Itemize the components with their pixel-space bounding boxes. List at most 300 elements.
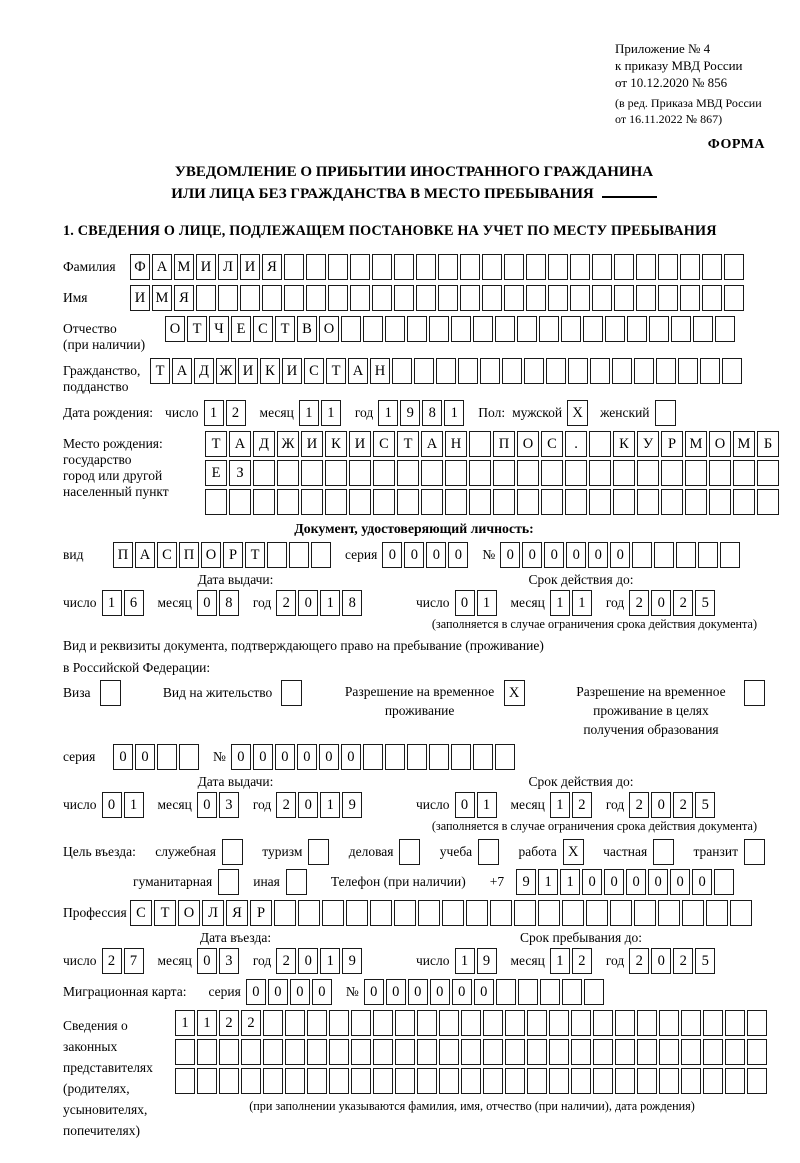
char-cell[interactable] xyxy=(407,744,427,770)
char-cell[interactable] xyxy=(724,254,744,280)
char-cell[interactable] xyxy=(329,1039,349,1065)
char-cell[interactable] xyxy=(451,744,471,770)
char-cell[interactable]: 1 xyxy=(538,869,558,895)
char-cell[interactable]: 9 xyxy=(477,948,497,974)
char-cell[interactable]: Р xyxy=(661,431,683,457)
char-cell[interactable] xyxy=(504,285,524,311)
char-cell[interactable] xyxy=(493,460,515,486)
char-cell[interactable]: С xyxy=(304,358,324,384)
char-cell[interactable] xyxy=(322,900,344,926)
char-cell[interactable]: Ж xyxy=(216,358,236,384)
char-cell[interactable] xyxy=(458,358,478,384)
char-cell[interactable]: 0 xyxy=(268,979,288,1005)
char-cell[interactable] xyxy=(590,358,610,384)
char-cell[interactable]: Т xyxy=(245,542,265,568)
char-cell[interactable]: 9 xyxy=(342,948,362,974)
char-cell[interactable]: 0 xyxy=(298,792,318,818)
char-cell[interactable]: 1 xyxy=(550,792,570,818)
char-cell[interactable]: Е xyxy=(231,316,251,342)
char-cell[interactable] xyxy=(703,1010,723,1036)
char-cell[interactable]: 0 xyxy=(290,979,310,1005)
char-cell[interactable]: 0 xyxy=(651,792,671,818)
char-cell[interactable] xyxy=(524,358,544,384)
char-cell[interactable] xyxy=(747,1039,767,1065)
char-cell[interactable] xyxy=(709,489,731,515)
char-cell[interactable] xyxy=(636,254,656,280)
char-cell[interactable]: 1 xyxy=(102,590,122,616)
char-cell[interactable] xyxy=(702,285,722,311)
char-cell[interactable] xyxy=(565,489,587,515)
char-cell[interactable] xyxy=(661,460,683,486)
char-cell[interactable] xyxy=(482,254,502,280)
char-cell[interactable]: 2 xyxy=(226,400,246,426)
char-cell[interactable] xyxy=(289,542,309,568)
char-cell[interactable] xyxy=(700,358,720,384)
char-cell[interactable]: К xyxy=(260,358,280,384)
char-cell[interactable] xyxy=(363,316,383,342)
char-cell[interactable] xyxy=(307,1068,327,1094)
char-cell[interactable]: О xyxy=(178,900,200,926)
char-cell[interactable]: 0 xyxy=(452,979,472,1005)
char-cell[interactable]: 0 xyxy=(522,542,542,568)
transit-checkbox[interactable] xyxy=(744,839,765,865)
char-cell[interactable] xyxy=(658,285,678,311)
char-cell[interactable]: Т xyxy=(275,316,295,342)
char-cell[interactable]: 0 xyxy=(610,542,630,568)
char-cell[interactable] xyxy=(439,1068,459,1094)
char-cell[interactable] xyxy=(562,979,582,1005)
char-cell[interactable] xyxy=(350,285,370,311)
char-cell[interactable]: 2 xyxy=(572,792,592,818)
char-cell[interactable] xyxy=(504,254,524,280)
char-cell[interactable]: М xyxy=(174,254,194,280)
char-cell[interactable] xyxy=(526,285,546,311)
char-cell[interactable] xyxy=(469,431,491,457)
char-cell[interactable] xyxy=(703,1068,723,1094)
female-checkbox[interactable] xyxy=(655,400,676,426)
char-cell[interactable] xyxy=(637,489,659,515)
char-cell[interactable] xyxy=(570,285,590,311)
char-cell[interactable] xyxy=(725,1039,745,1065)
char-cell[interactable] xyxy=(490,900,512,926)
char-cell[interactable] xyxy=(527,1068,547,1094)
char-cell[interactable] xyxy=(613,489,635,515)
char-cell[interactable] xyxy=(483,1068,503,1094)
char-cell[interactable] xyxy=(678,358,698,384)
char-cell[interactable] xyxy=(706,900,728,926)
char-cell[interactable] xyxy=(277,460,299,486)
char-cell[interactable] xyxy=(570,254,590,280)
char-cell[interactable] xyxy=(709,460,731,486)
char-cell[interactable]: 0 xyxy=(626,869,646,895)
char-cell[interactable] xyxy=(397,489,419,515)
char-cell[interactable] xyxy=(615,1010,635,1036)
char-cell[interactable] xyxy=(421,489,443,515)
char-cell[interactable]: 0 xyxy=(298,590,318,616)
char-cell[interactable]: 1 xyxy=(124,792,144,818)
char-cell[interactable]: 0 xyxy=(197,948,217,974)
char-cell[interactable]: 0 xyxy=(197,792,217,818)
char-cell[interactable] xyxy=(328,285,348,311)
char-cell[interactable]: 1 xyxy=(550,590,570,616)
char-cell[interactable] xyxy=(436,358,456,384)
char-cell[interactable]: Т xyxy=(187,316,207,342)
char-cell[interactable]: О xyxy=(517,431,539,457)
char-cell[interactable] xyxy=(197,1068,217,1094)
char-cell[interactable]: 2 xyxy=(629,792,649,818)
char-cell[interactable] xyxy=(373,1039,393,1065)
char-cell[interactable] xyxy=(325,460,347,486)
char-cell[interactable] xyxy=(394,285,414,311)
char-cell[interactable]: Ж xyxy=(277,431,299,457)
char-cell[interactable]: 0 xyxy=(651,590,671,616)
char-cell[interactable] xyxy=(527,1010,547,1036)
char-cell[interactable] xyxy=(671,316,691,342)
char-cell[interactable] xyxy=(656,358,676,384)
char-cell[interactable] xyxy=(229,489,251,515)
char-cell[interactable] xyxy=(329,1068,349,1094)
humanitarian-checkbox[interactable] xyxy=(218,869,239,895)
char-cell[interactable]: Т xyxy=(154,900,176,926)
char-cell[interactable] xyxy=(593,1068,613,1094)
char-cell[interactable] xyxy=(417,1039,437,1065)
char-cell[interactable] xyxy=(469,460,491,486)
char-cell[interactable] xyxy=(725,1068,745,1094)
char-cell[interactable] xyxy=(421,460,443,486)
business-checkbox[interactable] xyxy=(399,839,420,865)
char-cell[interactable] xyxy=(541,460,563,486)
char-cell[interactable] xyxy=(722,358,742,384)
char-cell[interactable] xyxy=(636,285,656,311)
char-cell[interactable]: М xyxy=(685,431,707,457)
char-cell[interactable] xyxy=(540,979,560,1005)
char-cell[interactable]: 2 xyxy=(276,792,296,818)
char-cell[interactable] xyxy=(196,285,216,311)
char-cell[interactable]: 0 xyxy=(426,542,446,568)
char-cell[interactable] xyxy=(693,316,713,342)
char-cell[interactable] xyxy=(175,1068,195,1094)
char-cell[interactable] xyxy=(298,900,320,926)
char-cell[interactable] xyxy=(517,489,539,515)
char-cell[interactable] xyxy=(649,316,669,342)
char-cell[interactable] xyxy=(505,1010,525,1036)
char-cell[interactable]: 2 xyxy=(629,590,649,616)
char-cell[interactable]: А xyxy=(135,542,155,568)
char-cell[interactable]: Т xyxy=(205,431,227,457)
char-cell[interactable] xyxy=(373,1010,393,1036)
char-cell[interactable]: 1 xyxy=(560,869,580,895)
char-cell[interactable]: 1 xyxy=(572,590,592,616)
char-cell[interactable] xyxy=(715,316,735,342)
char-cell[interactable]: 2 xyxy=(219,1010,239,1036)
char-cell[interactable]: Л xyxy=(202,900,224,926)
char-cell[interactable]: С xyxy=(373,431,395,457)
char-cell[interactable]: К xyxy=(325,431,347,457)
char-cell[interactable] xyxy=(659,1068,679,1094)
char-cell[interactable]: 1 xyxy=(320,590,340,616)
char-cell[interactable] xyxy=(351,1068,371,1094)
char-cell[interactable] xyxy=(682,900,704,926)
char-cell[interactable]: 9 xyxy=(342,792,362,818)
char-cell[interactable] xyxy=(262,285,282,311)
char-cell[interactable] xyxy=(328,254,348,280)
char-cell[interactable]: В xyxy=(297,316,317,342)
char-cell[interactable] xyxy=(284,254,304,280)
char-cell[interactable]: 0 xyxy=(246,979,266,1005)
char-cell[interactable]: 1 xyxy=(378,400,398,426)
char-cell[interactable] xyxy=(757,460,779,486)
char-cell[interactable] xyxy=(592,285,612,311)
char-cell[interactable] xyxy=(592,254,612,280)
char-cell[interactable]: 2 xyxy=(102,948,122,974)
char-cell[interactable] xyxy=(612,358,632,384)
char-cell[interactable]: К xyxy=(613,431,635,457)
char-cell[interactable]: 1 xyxy=(455,948,475,974)
char-cell[interactable]: З xyxy=(229,460,251,486)
char-cell[interactable] xyxy=(285,1039,305,1065)
char-cell[interactable] xyxy=(538,900,560,926)
char-cell[interactable]: О xyxy=(201,542,221,568)
char-cell[interactable] xyxy=(565,460,587,486)
char-cell[interactable]: 0 xyxy=(312,979,332,1005)
char-cell[interactable]: О xyxy=(165,316,185,342)
char-cell[interactable]: 1 xyxy=(299,400,319,426)
char-cell[interactable] xyxy=(610,900,632,926)
char-cell[interactable]: 0 xyxy=(382,542,402,568)
char-cell[interactable] xyxy=(615,1068,635,1094)
char-cell[interactable] xyxy=(219,1039,239,1065)
char-cell[interactable] xyxy=(372,254,392,280)
char-cell[interactable]: А xyxy=(421,431,443,457)
char-cell[interactable] xyxy=(583,316,603,342)
char-cell[interactable] xyxy=(460,254,480,280)
char-cell[interactable]: 1 xyxy=(204,400,224,426)
char-cell[interactable]: 0 xyxy=(404,542,424,568)
char-cell[interactable] xyxy=(241,1068,261,1094)
char-cell[interactable] xyxy=(627,316,647,342)
char-cell[interactable]: И xyxy=(240,254,260,280)
char-cell[interactable] xyxy=(698,542,718,568)
char-cell[interactable] xyxy=(350,254,370,280)
char-cell[interactable] xyxy=(725,1010,745,1036)
char-cell[interactable]: Л xyxy=(218,254,238,280)
char-cell[interactable] xyxy=(175,1039,195,1065)
char-cell[interactable]: 2 xyxy=(673,590,693,616)
char-cell[interactable]: 0 xyxy=(566,542,586,568)
char-cell[interactable]: П xyxy=(113,542,133,568)
char-cell[interactable]: Т xyxy=(150,358,170,384)
char-cell[interactable]: 1 xyxy=(321,400,341,426)
char-cell[interactable]: С xyxy=(253,316,273,342)
char-cell[interactable] xyxy=(416,285,436,311)
char-cell[interactable] xyxy=(502,358,522,384)
char-cell[interactable]: 1 xyxy=(320,948,340,974)
char-cell[interactable] xyxy=(634,900,656,926)
char-cell[interactable] xyxy=(548,254,568,280)
char-cell[interactable] xyxy=(661,489,683,515)
char-cell[interactable]: С xyxy=(157,542,177,568)
char-cell[interactable] xyxy=(414,358,434,384)
char-cell[interactable] xyxy=(637,1068,657,1094)
char-cell[interactable]: 0 xyxy=(692,869,712,895)
char-cell[interactable]: 3 xyxy=(219,948,239,974)
char-cell[interactable] xyxy=(593,1010,613,1036)
char-cell[interactable]: 0 xyxy=(341,744,361,770)
residence-permit-checkbox[interactable] xyxy=(281,680,302,706)
char-cell[interactable]: И xyxy=(130,285,150,311)
char-cell[interactable]: Р xyxy=(223,542,243,568)
char-cell[interactable] xyxy=(733,489,755,515)
char-cell[interactable] xyxy=(702,254,722,280)
char-cell[interactable] xyxy=(541,489,563,515)
char-cell[interactable] xyxy=(329,1010,349,1036)
char-cell[interactable] xyxy=(263,1039,283,1065)
char-cell[interactable] xyxy=(614,254,634,280)
char-cell[interactable] xyxy=(395,1039,415,1065)
char-cell[interactable] xyxy=(473,744,493,770)
char-cell[interactable]: П xyxy=(179,542,199,568)
char-cell[interactable] xyxy=(438,254,458,280)
char-cell[interactable] xyxy=(571,1068,591,1094)
char-cell[interactable]: И xyxy=(282,358,302,384)
char-cell[interactable] xyxy=(730,900,752,926)
char-cell[interactable] xyxy=(263,1010,283,1036)
char-cell[interactable]: 1 xyxy=(477,792,497,818)
char-cell[interactable]: А xyxy=(348,358,368,384)
char-cell[interactable]: С xyxy=(130,900,152,926)
char-cell[interactable]: 2 xyxy=(572,948,592,974)
char-cell[interactable] xyxy=(351,1039,371,1065)
char-cell[interactable] xyxy=(757,489,779,515)
char-cell[interactable]: 0 xyxy=(386,979,406,1005)
char-cell[interactable] xyxy=(593,1039,613,1065)
char-cell[interactable] xyxy=(527,1039,547,1065)
char-cell[interactable] xyxy=(733,460,755,486)
char-cell[interactable]: 0 xyxy=(430,979,450,1005)
char-cell[interactable] xyxy=(495,316,515,342)
char-cell[interactable] xyxy=(417,1010,437,1036)
char-cell[interactable]: 1 xyxy=(477,590,497,616)
char-cell[interactable] xyxy=(676,542,696,568)
char-cell[interactable] xyxy=(416,254,436,280)
char-cell[interactable]: О xyxy=(319,316,339,342)
char-cell[interactable]: 0 xyxy=(648,869,668,895)
char-cell[interactable] xyxy=(514,900,536,926)
char-cell[interactable] xyxy=(568,358,588,384)
char-cell[interactable]: Н xyxy=(445,431,467,457)
char-cell[interactable] xyxy=(218,285,238,311)
char-cell[interactable] xyxy=(346,900,368,926)
tourism-checkbox[interactable] xyxy=(308,839,329,865)
char-cell[interactable] xyxy=(548,285,568,311)
char-cell[interactable] xyxy=(546,358,566,384)
char-cell[interactable] xyxy=(253,460,275,486)
char-cell[interactable]: 5 xyxy=(695,948,715,974)
char-cell[interactable] xyxy=(373,1068,393,1094)
char-cell[interactable] xyxy=(584,979,604,1005)
char-cell[interactable] xyxy=(549,1068,569,1094)
char-cell[interactable]: 0 xyxy=(297,744,317,770)
other-purpose-checkbox[interactable] xyxy=(286,869,307,895)
char-cell[interactable]: 2 xyxy=(673,948,693,974)
char-cell[interactable]: 0 xyxy=(448,542,468,568)
char-cell[interactable] xyxy=(589,460,611,486)
char-cell[interactable] xyxy=(460,285,480,311)
char-cell[interactable] xyxy=(179,744,199,770)
char-cell[interactable]: Д xyxy=(194,358,214,384)
char-cell[interactable]: Е xyxy=(205,460,227,486)
char-cell[interactable] xyxy=(466,900,488,926)
char-cell[interactable]: М xyxy=(152,285,172,311)
char-cell[interactable] xyxy=(373,489,395,515)
private-checkbox[interactable] xyxy=(653,839,674,865)
char-cell[interactable] xyxy=(685,489,707,515)
char-cell[interactable] xyxy=(351,1010,371,1036)
char-cell[interactable]: 0 xyxy=(298,948,318,974)
char-cell[interactable]: О xyxy=(709,431,731,457)
char-cell[interactable]: И xyxy=(301,431,323,457)
char-cell[interactable]: Д xyxy=(253,431,275,457)
official-checkbox[interactable] xyxy=(222,839,243,865)
char-cell[interactable] xyxy=(518,979,538,1005)
char-cell[interactable] xyxy=(637,1010,657,1036)
char-cell[interactable]: 1 xyxy=(197,1010,217,1036)
char-cell[interactable]: Я xyxy=(262,254,282,280)
char-cell[interactable]: 0 xyxy=(197,590,217,616)
char-cell[interactable] xyxy=(241,1039,261,1065)
char-cell[interactable]: 0 xyxy=(474,979,494,1005)
char-cell[interactable]: 0 xyxy=(408,979,428,1005)
char-cell[interactable] xyxy=(637,1039,657,1065)
char-cell[interactable] xyxy=(549,1039,569,1065)
char-cell[interactable]: 0 xyxy=(604,869,624,895)
char-cell[interactable] xyxy=(306,285,326,311)
char-cell[interactable] xyxy=(613,460,635,486)
char-cell[interactable] xyxy=(615,1039,635,1065)
char-cell[interactable]: А xyxy=(152,254,172,280)
char-cell[interactable]: 0 xyxy=(588,542,608,568)
char-cell[interactable]: Т xyxy=(326,358,346,384)
char-cell[interactable] xyxy=(505,1039,525,1065)
char-cell[interactable] xyxy=(561,316,581,342)
char-cell[interactable] xyxy=(301,460,323,486)
char-cell[interactable]: 7 xyxy=(124,948,144,974)
char-cell[interactable]: Ф xyxy=(130,254,150,280)
char-cell[interactable] xyxy=(637,460,659,486)
char-cell[interactable] xyxy=(394,254,414,280)
char-cell[interactable]: У xyxy=(637,431,659,457)
char-cell[interactable]: 0 xyxy=(135,744,155,770)
study-checkbox[interactable] xyxy=(478,839,499,865)
char-cell[interactable] xyxy=(714,869,734,895)
char-cell[interactable] xyxy=(517,316,537,342)
char-cell[interactable] xyxy=(539,316,559,342)
char-cell[interactable]: 5 xyxy=(695,792,715,818)
char-cell[interactable] xyxy=(445,489,467,515)
char-cell[interactable]: А xyxy=(229,431,251,457)
char-cell[interactable] xyxy=(363,744,383,770)
char-cell[interactable]: 3 xyxy=(219,792,239,818)
char-cell[interactable] xyxy=(526,254,546,280)
char-cell[interactable] xyxy=(442,900,464,926)
char-cell[interactable] xyxy=(632,542,652,568)
char-cell[interactable] xyxy=(349,460,371,486)
char-cell[interactable] xyxy=(461,1039,481,1065)
char-cell[interactable] xyxy=(461,1068,481,1094)
char-cell[interactable] xyxy=(385,316,405,342)
char-cell[interactable] xyxy=(483,1039,503,1065)
char-cell[interactable] xyxy=(439,1039,459,1065)
